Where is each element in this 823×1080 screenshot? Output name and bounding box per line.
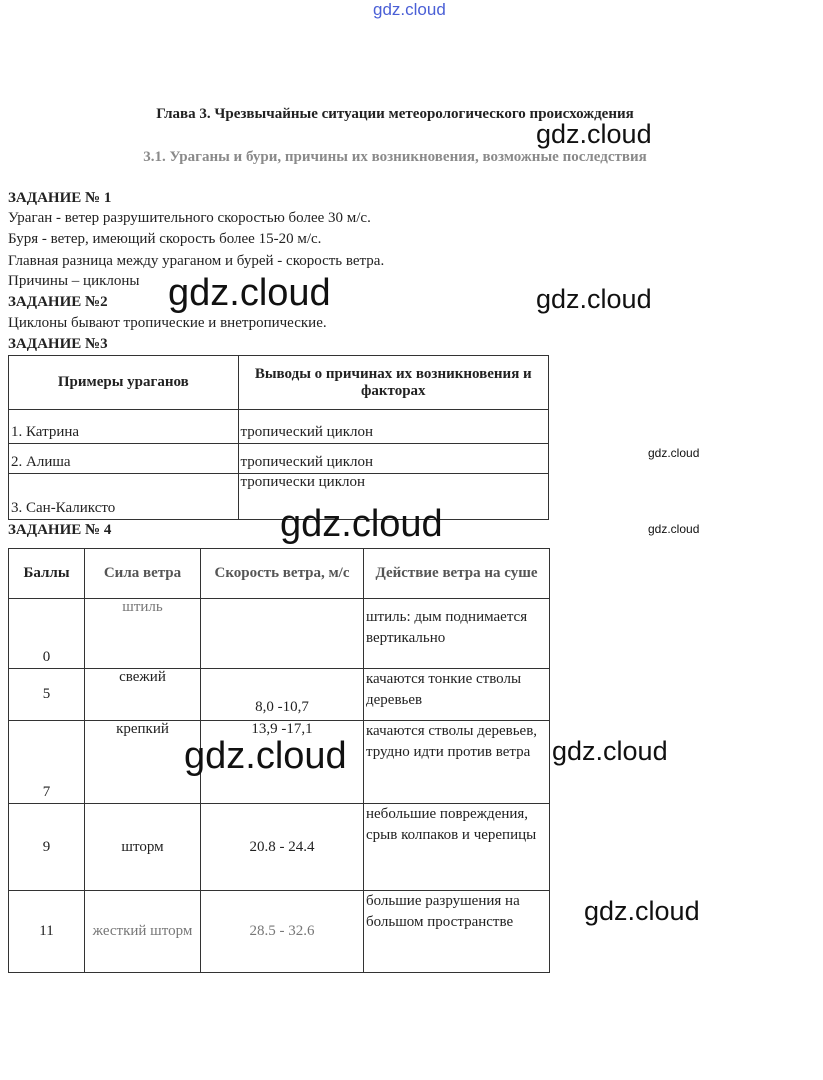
table-header-cell: Сила ветра bbox=[85, 549, 201, 599]
watermark: gdz.cloud bbox=[584, 896, 700, 926]
table-cell: качаются тонкие стволы деревьев bbox=[364, 669, 550, 721]
table-cell: 1. Катрина bbox=[9, 410, 239, 444]
watermark: gdz.cloud bbox=[536, 119, 652, 149]
table-row bbox=[9, 474, 549, 520]
table-cell: 8,0 -10,7 bbox=[201, 669, 364, 721]
chapter-title: Глава 3. Чрезвычайные ситуации метеорологического происхождения bbox=[156, 106, 634, 122]
table-cell: 2. Алиша bbox=[9, 444, 239, 474]
watermark: gdz.cloud bbox=[552, 736, 668, 766]
table-row bbox=[9, 804, 550, 891]
table-cell: 9 bbox=[9, 804, 85, 891]
table-cell: штиль bbox=[85, 599, 201, 669]
table-cell: тропический циклон bbox=[238, 410, 548, 444]
table-header-cell: Примеры ураганов bbox=[9, 356, 239, 410]
watermark: gdz.cloud bbox=[536, 284, 652, 314]
table-row bbox=[9, 599, 550, 669]
task2-text: Циклоны бывают тропические и внетропические. bbox=[8, 315, 327, 331]
table-cell: качаются стволы деревьев, трудно идти против ветра bbox=[364, 721, 550, 804]
task1-heading: ЗАДАНИЕ № 1 bbox=[8, 190, 112, 206]
task2-heading: ЗАДАНИЕ №2 bbox=[8, 294, 108, 310]
table-header-row bbox=[9, 549, 550, 599]
table-row bbox=[9, 444, 549, 474]
table-header-cell: Скорость ветра, м/с bbox=[201, 549, 364, 599]
watermark-top: gdz.cloud bbox=[373, 0, 446, 19]
table-cell: большие разрушения на большом пространстве bbox=[364, 891, 550, 973]
table-cell: жесткий шторм bbox=[85, 891, 201, 973]
table-header-cell: Действие ветра на суше bbox=[364, 549, 550, 599]
table-cell: 3. Сан-Каликсто bbox=[9, 474, 239, 520]
watermark: gdz.cloud bbox=[184, 735, 347, 777]
table-header-cell: Баллы bbox=[9, 549, 85, 599]
table-cell: крепкий bbox=[85, 721, 201, 804]
task1-line: Главная разница между ураганом и бурей - скорость ветра. bbox=[8, 253, 385, 269]
watermark: gdz.cloud bbox=[648, 446, 700, 460]
table-cell: 5 bbox=[9, 669, 85, 721]
table-cell: 20.8 - 24.4 bbox=[201, 804, 364, 891]
task1-line: Причины – циклоны bbox=[8, 273, 140, 289]
task1-line: Буря - ветер, имеющий скорость более 15-20 м/с. bbox=[8, 231, 322, 247]
table-row bbox=[9, 669, 550, 721]
task3-heading: ЗАДАНИЕ №3 bbox=[8, 336, 108, 352]
table-cell: 0 bbox=[9, 599, 85, 669]
table-cell: свежий bbox=[85, 669, 201, 721]
task4-heading: ЗАДАНИЕ № 4 bbox=[8, 522, 112, 538]
table-row bbox=[9, 891, 550, 973]
table-cell bbox=[201, 599, 364, 669]
table-header-row bbox=[9, 356, 549, 410]
table-cell: 7 bbox=[9, 721, 85, 804]
table-cell: 28.5 - 32.6 bbox=[201, 891, 364, 973]
section-title: 3.1. Ураганы и бури, причины их возникновения, возможные последствия bbox=[143, 149, 647, 165]
table-header-cell: Выводы о причинах их возникновения и факторах bbox=[238, 356, 548, 410]
table-row bbox=[9, 410, 549, 444]
table-cell: штиль: дым поднимается вертикально bbox=[364, 599, 550, 669]
watermark: gdz.cloud bbox=[280, 503, 443, 545]
table-cell: 13,9 -17,1 bbox=[201, 721, 364, 804]
table-cell: тропически циклон bbox=[238, 474, 548, 520]
table-cell: 11 bbox=[9, 891, 85, 973]
watermark: gdz.cloud bbox=[168, 272, 331, 314]
table-cell: небольшие повреждения, срыв колпаков и черепицы bbox=[364, 804, 550, 891]
task3-table bbox=[8, 355, 549, 520]
watermark: gdz.cloud bbox=[648, 522, 700, 536]
task1-line: Ураган - ветер разрушительного скоростью более 30 м/с. bbox=[8, 210, 371, 226]
table-cell: шторм bbox=[85, 804, 201, 891]
table-cell: тропический циклон bbox=[238, 444, 548, 474]
